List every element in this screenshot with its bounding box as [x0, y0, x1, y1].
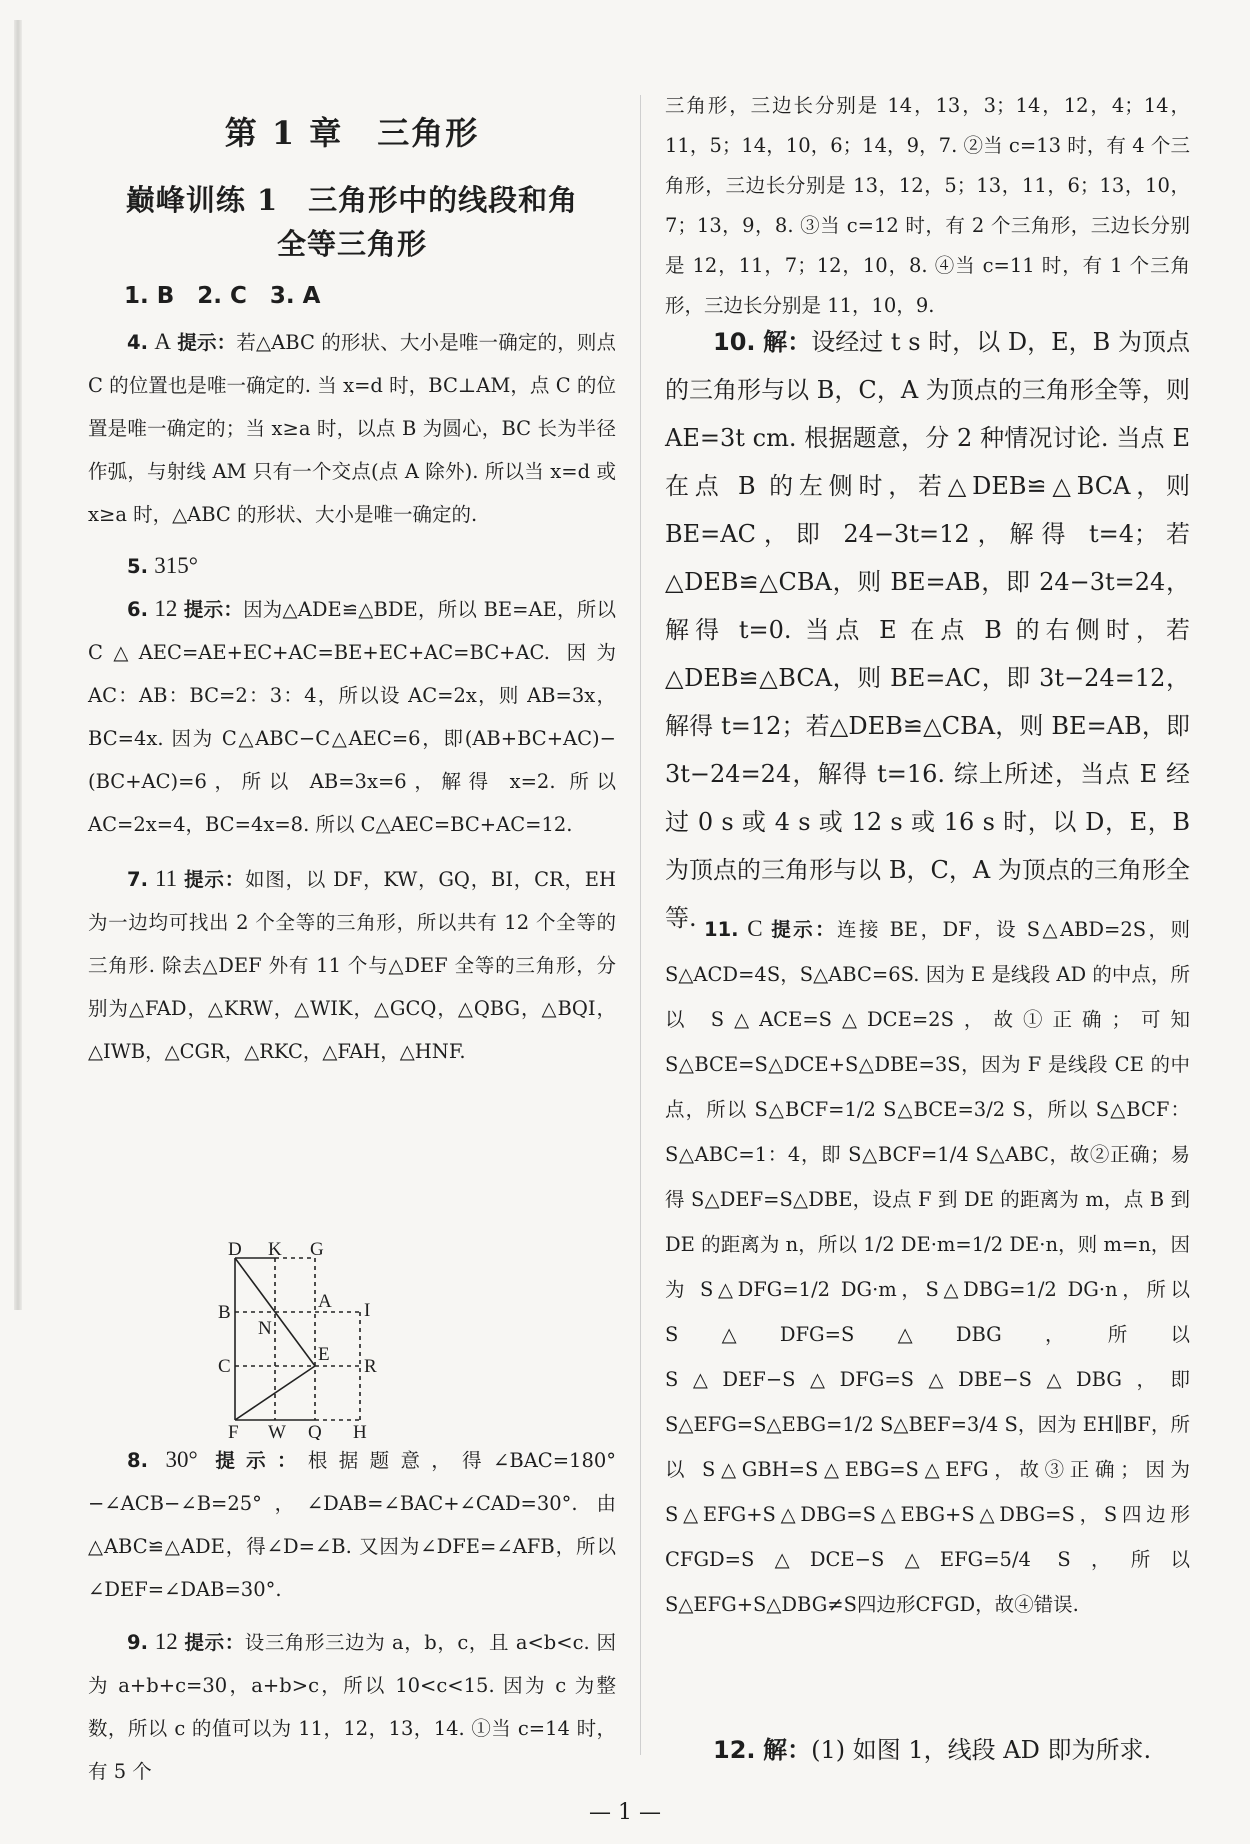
q11-answer: C	[747, 916, 763, 941]
fig-label-e: E	[318, 1344, 330, 1365]
q7-hint: 提示：	[184, 868, 245, 891]
q5-answer: 315°	[154, 553, 198, 578]
question-9	[88, 1620, 616, 1793]
question-7	[88, 857, 616, 1073]
q12-solve: 解：	[763, 1735, 812, 1764]
q4-text: 若△ABC 的形状、大小是唯一确定的，则点 C 的位置也是唯一确定的. 当 x=d 时，BC⊥AM，点 C 的位置是唯一确定的；当 x≥a 时，以点 B 为圆心，BC 长为半径作弧，与射线 AM 只有一个交点(点 A 除外). 所以当 x=d 或 x≥a 时，△ABC 的形状、大小是唯一确定的.	[88, 331, 617, 526]
q11-text: 连接 BE，DF，设 S△ABD=2S，则 S△ACD=4S，S△ABC=6S. 因为 E 是线段 AD 的中点，所以 S△ACE=S△DCE=2S，故①正确；可知 S△BCE=S△DCE+S△DBE=3S，因为 F 是线段 CE 的中点，所以 S△BCF=1/2 S△BCE=3/2 S，所以 S△BCF：S△ABC=1：4，即 S△BCF=1/4 S△ABC，故②正确；易得 S△DEF=S△DBE，设点 F 到 DE 的距离为 m，点 B 到 DE 的距离为 n，所以 1/2 DE·m=1/2 DE·n，则 m=n，因为 S△DFG=1/2 DG·m，S△DBG=1/2 DG·n，所以 S△DFG=S△DBG，所以 S△DEF−S△DFG=S△DBE−S△DBG，即 S△EFG=S△EBG=1/2 S△BEF=3/4 S，因为 EH∥BF，所以 S△GBH=S△EBG=S△EFG，故③正确；因为 S△EFG+S△DBG=S△EBG+S△DBG=S，S四边形CFGD=S△DCE−S△EFG=5/4 S，所以 S△EFG+S△DBG≠S四边形CFGD，故④错误.	[665, 918, 1190, 1616]
question-6	[88, 587, 616, 846]
q8-text: 根据题意，得∠BAC=180°−∠ACB−∠B=25°，∠DAB=∠BAC+∠CAD=30°. 由△ABC≌△ADE，得∠D=∠B. 又因为∠DFE=∠AFB，所以∠DEF=∠DAB=30°.	[88, 1449, 617, 1601]
q9-text: 设三角形三边为 a，b，c，且 a<b<c. 因为 a+b+c=30，a+b>c，所以 10<c<15. 因为 c 为整数，所以 c 的值可以为 11，12，13，14. ①当 c=14 时，有 5 个	[88, 1631, 617, 1783]
q12-text: (1) 如图 1，线段 AD 即为所求.	[811, 1736, 1152, 1764]
fig-label-n: N	[258, 1318, 272, 1339]
q10-text: 设经过 t s 时，以 D，E，B 为顶点的三角形与以 B，C，A 为顶点的三角形全等，则 AE=3t cm. 根据题意，分 2 种情况讨论. 当点 E 在点 B 的左侧时，若△DEB≌△BCA，则 BE=AC，即 24−3t=12，解得 t=4；若△DEB≌△CBA，则 BE=AB，即 24−3t=24，解得 t=0. 当点 E 在点 B 的右侧时，若△DEB≌△BCA，则 BE=AC，即 3t−24=12，解得 t=12；若△DEB≌△CBA，则 BE=AB，即 3t−24=24，解得 t=16. 综上所述，当点 E 经过 0 s 或 4 s 或 12 s 或 16 s 时，以 D，E，B 为顶点的三角形与以 B，C，A 为顶点的三角形全等.	[665, 328, 1191, 932]
q10-label: 10.	[713, 328, 756, 356]
q6-label: 6.	[127, 598, 148, 621]
page-binding-edge	[14, 20, 22, 1310]
fig-label-d: D	[228, 1240, 242, 1260]
section-title-line2: 全等三角形	[276, 227, 427, 261]
q11-label: 11.	[704, 918, 739, 941]
q4-hint: 提示：	[177, 331, 237, 354]
chapter-title: 第 1 章 三角形	[224, 114, 480, 152]
section-title-line1: 巅峰训练 1 三角形中的线段和角	[125, 183, 579, 217]
answers-1-3-text: 1. B 2. C 3. A	[124, 283, 321, 309]
question-9-continued	[665, 86, 1190, 326]
question-5	[88, 544, 616, 588]
q11-hint: 提示：	[771, 918, 838, 941]
q9-hint: 提示：	[184, 1631, 245, 1654]
q9-label: 9.	[127, 1631, 148, 1654]
q8-label: 8.	[127, 1449, 148, 1472]
q5-label: 5.	[127, 555, 148, 578]
q4-label: 4.	[127, 331, 148, 354]
q7-label: 7.	[127, 868, 148, 891]
answers-1-3	[88, 275, 652, 318]
triangle-grid-figure	[172, 1240, 472, 1440]
fig-label-q: Q	[308, 1422, 322, 1440]
q10-solve: 解：	[763, 327, 812, 356]
page-number: — 1 —	[589, 1800, 661, 1825]
q9-cont-text: 三角形，三边长分别是 14，13，3；14，12，4；14，11，5；14，10，6；14，9，7. ②当 c=13 时，有 4 个三角形，三边长分别是 13，12，5；13，11，6；13，10，7；13，9，8. ③当 c=12 时，有 2 个三角形，三边长分别是 12，11，7；12，10，8. ④当 c=11 时，有 1 个三角形，三边长分别是 11，10，9.	[665, 94, 1190, 317]
fig-label-h: H	[353, 1422, 367, 1440]
question-11	[665, 906, 1190, 1627]
fig-label-i: I	[364, 1300, 371, 1321]
fig-label-f: F	[228, 1422, 239, 1440]
question-8	[88, 1438, 616, 1611]
fig-label-k: K	[268, 1240, 282, 1260]
q6-answer: 12	[154, 596, 178, 621]
question-4	[88, 320, 616, 536]
fig-label-b: B	[218, 1302, 231, 1323]
q4-answer: A	[154, 329, 171, 354]
column-divider	[640, 95, 641, 1755]
q6-text: 因为△ADE≌△BDE，所以 BE=AE，所以 C△AEC=AE+EC+AC=BE+EC+AC=BC+AC. 因为 AC：AB：BC=2：3：4，所以设 AC=2x，则 AB=3x，BC=4x. 因为 C△ABC−C△AEC=6，即(AB+BC+AC)−(BC+AC)=6，所以 AB=3x=6，解得 x=2. 所以 AC=2x=4，BC=4x=8. 所以 C△AEC=BC+AC=12.	[88, 598, 616, 836]
fig-label-g: G	[310, 1240, 324, 1260]
q9-answer: 12	[154, 1629, 178, 1654]
question-12	[665, 1726, 1190, 1774]
question-10	[665, 318, 1190, 942]
q7-answer: 11	[154, 866, 178, 891]
fig-label-w: W	[268, 1422, 286, 1440]
q8-answer: 30°	[165, 1447, 198, 1472]
fig-label-c: C	[218, 1356, 231, 1377]
fig-label-a: A	[318, 1291, 332, 1312]
fig-label-r: R	[364, 1356, 377, 1377]
q6-hint: 提示：	[183, 598, 244, 621]
q8-hint: 提示：	[215, 1449, 308, 1472]
q12-label: 12.	[713, 1736, 756, 1764]
q7-text: 如图，以 DF，KW，GQ，BI，CR，EH 为一边均可找出 2 个全等的三角形，所以共有 12 个全等的三角形. 除去△DEF 外有 11 个与△DEF 全等的三角形，分别为△FAD，△KRW，△WIK，△GCQ，△QBG，△BQI，△IWB，△CGR，△RKC，△FAH，△HNF.	[88, 868, 617, 1063]
